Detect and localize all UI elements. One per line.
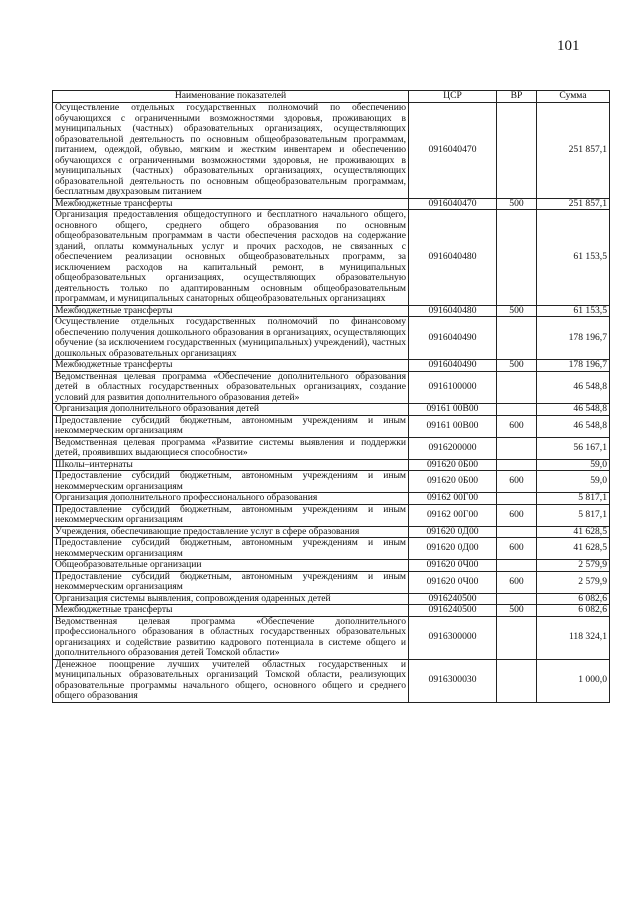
table-row	[53, 210, 610, 306]
row-sum: 41 628,5	[537, 526, 610, 538]
row-csr: 09161 00В00	[409, 404, 497, 416]
row-vr	[497, 317, 537, 360]
row-name: Организация дополнительного профессионального образования	[53, 493, 409, 505]
table-row	[53, 317, 610, 360]
header-csr: ЦСР	[409, 91, 497, 103]
row-sum: 2 579,9	[537, 560, 610, 572]
row-vr	[497, 437, 537, 459]
row-csr: 0916100000	[409, 371, 497, 404]
row-csr: 0916200000	[409, 437, 497, 459]
row-csr: 09162 00Г00	[409, 504, 497, 526]
row-name: Межбюджетные трансферты	[53, 198, 409, 210]
row-vr	[497, 526, 537, 538]
row-name: Осуществление отдельных государственных полномочий по финансовому обеспечению получения дошкольного образования в организациях, осуществляющих обучение (за исключением государственных (муниципальных) учреждений), частных дошкольных образовательных организациях	[53, 317, 409, 360]
table-row	[53, 493, 610, 505]
header-name: Наименование показателей	[53, 91, 409, 103]
row-csr: 091620 0Д00	[409, 538, 497, 560]
row-vr: 600	[497, 504, 537, 526]
row-name: Организация дополнительного образования детей	[53, 404, 409, 416]
row-csr: 0916040470	[409, 103, 497, 199]
row-vr: 500	[497, 198, 537, 210]
row-sum: 2 579,9	[537, 571, 610, 593]
row-vr: 600	[497, 538, 537, 560]
row-vr	[497, 371, 537, 404]
row-csr: 091620 0Ч00	[409, 571, 497, 593]
row-csr: 0916040480	[409, 210, 497, 306]
row-csr: 0916040480	[409, 305, 497, 317]
row-name: Предоставление субсидий бюджетным, автономным учреждениям и иным некоммерческим организациям	[53, 538, 409, 560]
row-vr	[497, 459, 537, 471]
table-row	[53, 605, 610, 617]
table-row	[53, 103, 610, 199]
row-name: Межбюджетные трансферты	[53, 605, 409, 617]
row-vr: 600	[497, 571, 537, 593]
row-vr: 500	[497, 305, 537, 317]
row-name: Учреждения, обеспечивающие предоставление услуг в сфере образования	[53, 526, 409, 538]
header-sum: Сумма	[537, 91, 610, 103]
table-row	[53, 360, 610, 372]
row-vr: 500	[497, 360, 537, 372]
row-name: Ведомственная целевая программа «Развитие системы выявления и поддержки детей, проявивших выдающиеся способности»	[53, 437, 409, 459]
row-csr: 091620 0Б00	[409, 459, 497, 471]
row-sum: 6 082,6	[537, 593, 610, 605]
row-sum: 59,0	[537, 459, 610, 471]
row-vr	[497, 616, 537, 659]
row-vr	[497, 210, 537, 306]
row-name: Школы–интернаты	[53, 459, 409, 471]
row-sum: 46 548,8	[537, 404, 610, 416]
row-vr	[497, 493, 537, 505]
row-vr	[497, 593, 537, 605]
row-csr: 0916240500	[409, 605, 497, 617]
table-row	[53, 459, 610, 471]
table-row	[53, 305, 610, 317]
row-sum: 41 628,5	[537, 538, 610, 560]
table-header-row	[53, 91, 610, 103]
row-sum: 118 324,1	[537, 616, 610, 659]
row-csr: 0916240500	[409, 593, 497, 605]
row-sum: 61 153,5	[537, 305, 610, 317]
row-csr: 0916300030	[409, 659, 497, 702]
row-csr: 0916040490	[409, 317, 497, 360]
budget-table	[52, 90, 610, 703]
row-csr: 091620 0Ч00	[409, 560, 497, 572]
row-name: Межбюджетные трансферты	[53, 360, 409, 372]
row-vr: 500	[497, 605, 537, 617]
row-name: Предоставление субсидий бюджетным, автономным учреждениям и иным некоммерческим организациям	[53, 504, 409, 526]
row-name: Ведомственная целевая программа «Обеспечение дополнительного профессионального образования в областных государственных образовательных организациях и содействие развитию кадрового потенциала в системе общего и дополнительного образования детей Томской области»	[53, 616, 409, 659]
row-csr: 091620 0Д00	[409, 526, 497, 538]
row-name: Денежное поощрение лучших учителей областных государственных и муниципальных образовательных организаций Томской области, реализующих образовательные программы начального общего, основного общего и среднего общего образования	[53, 659, 409, 702]
row-sum: 56 167,1	[537, 437, 610, 459]
row-csr: 0916300000	[409, 616, 497, 659]
row-vr	[497, 404, 537, 416]
row-name: Предоставление субсидий бюджетным, автономным учреждениям и иным некоммерческим организациям	[53, 415, 409, 437]
row-sum: 5 817,1	[537, 504, 610, 526]
table-row	[53, 371, 610, 404]
row-name: Организация предоставления общедоступного и бесплатного начального общего, основного общего, среднего общего образования по основным общеобразовательным программам в части обеспечения расходов на содержание зданий, оплаты коммунальных услуг и прочих расходов, не связанных с обеспечением реализации основных общеобразовательных программ, за исключением расходов на капитальный ремонт, в муниципальных общеобразовательных организациях, осуществляющих образовательную деятельность только по адаптированным основным общеобразовательным программам, и муниципальных санаторных общеобразовательных организациях	[53, 210, 409, 306]
header-vr: ВР	[497, 91, 537, 103]
row-name: Ведомственная целевая программа «Обеспечение дополнительного образования детей в областных государственных образовательных организациях, создание условий для развития дополнительного образования детей»	[53, 371, 409, 404]
row-csr: 09161 00В00	[409, 415, 497, 437]
row-name: Предоставление субсидий бюджетным, автономным учреждениям и иным некоммерческим организациям	[53, 471, 409, 493]
row-csr: 0916040490	[409, 360, 497, 372]
row-csr: 091620 0Б00	[409, 471, 497, 493]
row-sum: 59,0	[537, 471, 610, 493]
row-sum: 61 153,5	[537, 210, 610, 306]
row-sum: 178 196,7	[537, 317, 610, 360]
row-sum: 6 082,6	[537, 605, 610, 617]
table-row	[53, 437, 610, 459]
table-row	[53, 471, 610, 493]
row-name: Осуществление отдельных государственных полномочий по обеспечению обучающихся с ограниченными возможностями здоровья, проживающих в муниципальных (частных) образовательных организациях, осуществляющих образовательной деятельность по основным общеобразовательным программам, питанием, одеждой, обувью, мягким и жестким инвентарем и обеспечению обучающихся с ограниченными возможностями здоровья, не проживающих в муниципальных (частных) образовательных организациях, осуществляющих образовательной деятельность по основным общеобразовательным программам, бесплатным двухразовым питанием	[53, 103, 409, 199]
row-vr	[497, 103, 537, 199]
row-sum: 251 857,1	[537, 103, 610, 199]
row-name: Межбюджетные трансферты	[53, 305, 409, 317]
table-row	[53, 198, 610, 210]
table-row	[53, 616, 610, 659]
table-row	[53, 526, 610, 538]
row-sum: 178 196,7	[537, 360, 610, 372]
table-row	[53, 571, 610, 593]
table-row	[53, 593, 610, 605]
row-csr: 09162 00Г00	[409, 493, 497, 505]
row-sum: 1 000,0	[537, 659, 610, 702]
table-row	[53, 415, 610, 437]
row-sum: 5 817,1	[537, 493, 610, 505]
row-name: Предоставление субсидий бюджетным, автономным учреждениям и иным некоммерческим организациям	[53, 571, 409, 593]
row-vr	[497, 560, 537, 572]
row-sum: 251 857,1	[537, 198, 610, 210]
row-sum: 46 548,8	[537, 371, 610, 404]
table-row	[53, 404, 610, 416]
row-vr: 600	[497, 471, 537, 493]
table-row	[53, 659, 610, 702]
table-row	[53, 560, 610, 572]
row-name: Организация системы выявления, сопровождения одаренных детей	[53, 593, 409, 605]
table-row	[53, 538, 610, 560]
row-name: Общеобразовательные организации	[53, 560, 409, 572]
table-row	[53, 504, 610, 526]
page-number: 101	[557, 38, 580, 54]
row-vr	[497, 659, 537, 702]
row-csr: 0916040470	[409, 198, 497, 210]
row-sum: 46 548,8	[537, 415, 610, 437]
row-vr: 600	[497, 415, 537, 437]
